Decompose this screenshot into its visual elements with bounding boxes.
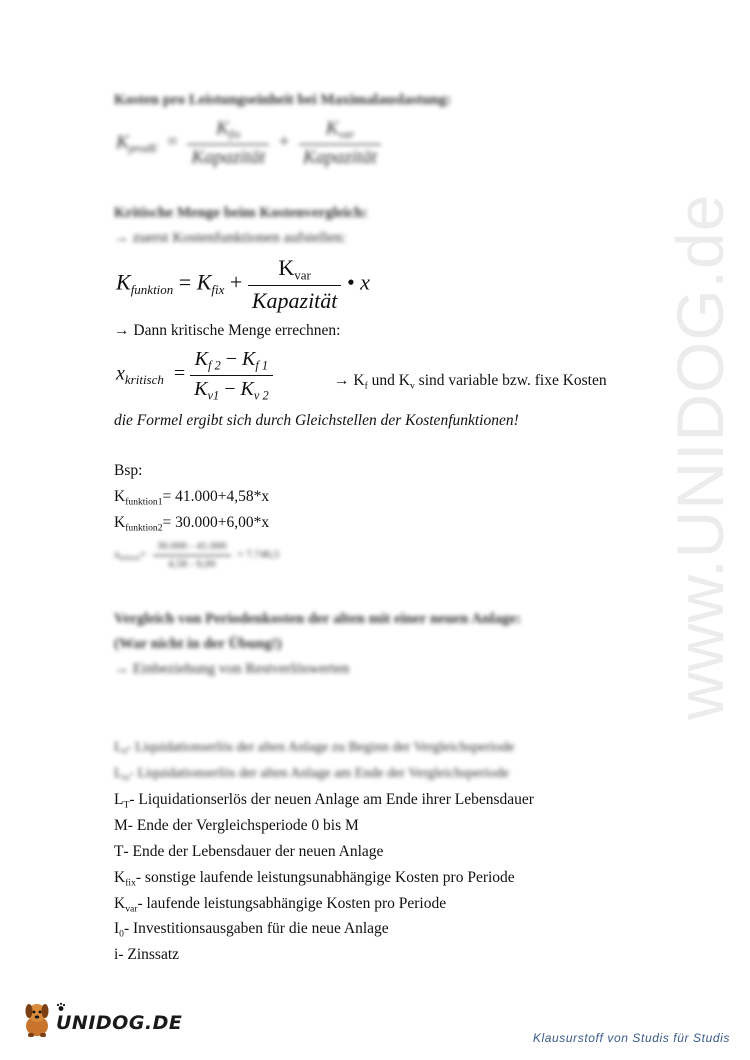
example-line-1: $K_{funktion1}= 41.000+4,58*x$ — [114, 488, 270, 508]
definition-t: T- Ende der Lebensdauer der neuen Anlage — [114, 843, 384, 860]
definition-kfix: $K_{fix}-$ sonstige laufende leistungsunabhängige Kosten pro Periode — [114, 869, 515, 889]
definition-kvar: $K_{var}-$ laufende leistungsabhängige Kosten pro Periode — [114, 895, 447, 915]
step-residual-values: → Einbeziehung von Restverlöswerten — [114, 661, 350, 677]
example-line-2: $K_{funktion2}= 30.000+6,00*x$ — [114, 514, 270, 534]
definition-blurred-2: $L_m-$ Liquidationserlös der alten Anlage am Ende der Vergleichsperiode — [114, 766, 510, 783]
dog-icon — [20, 1002, 54, 1038]
watermark: www.UNIDOG.de — [663, 193, 737, 720]
section-heading-cost-per-unit: Kosten pro Leistungseinheit bei Maximalauslastung: — [114, 92, 452, 108]
definition-i: i- Zinssatz — [114, 946, 180, 963]
section-heading-period-costs: Vergleich von Periodenkosten der alten mit einer neuen Anlage: — [114, 611, 522, 627]
footer-tagline: Klausurstoff von Studis für Studis — [532, 1031, 730, 1045]
fraction-var-capacity: $\frac{K_{var}}{\text{Kapazität}}$ — [248, 255, 342, 314]
section-subheading-not-in-exercise: (War nicht in der Übung!) — [114, 636, 282, 652]
example-label: Bsp: — [114, 462, 143, 479]
unidog-logo[interactable] — [20, 1002, 183, 1040]
formula-lhs: $K_{prodE}$ — [116, 131, 158, 155]
fraction-critical: $\frac{K_{f 2} - K_{f 1}}{K_{v1} - K_{v 2}}$ — [190, 348, 272, 402]
fraction-var: $\frac{K_{var}}{\text{Kapazität}}$ — [299, 118, 381, 169]
definition-i0: $I_0-$ Investitionsausgaben für die neue Anlage — [114, 920, 389, 940]
logo-text: UNIDOG.DE — [56, 1012, 183, 1034]
italic-note: die Formel ergibt sich durch Gleichstellen der Kostenfunktionen! — [114, 412, 519, 429]
definition-m: M- Ende der Vergleichsperiode 0 bis M — [114, 817, 359, 834]
note-variable-fixed-costs: → $K_f$ und $K_v$ sind variable bzw. fixe Kosten — [334, 372, 607, 392]
step-cost-functions: → zuerst Kostenfunktionen aufstellen: — [114, 230, 347, 246]
definition-blurred-1: $L_0-$ Liquidationserlös der alten Anlage zu Beginn der Vergleichsperiode — [114, 740, 515, 757]
definition-lt: $L_T-$ Liquidationserlös der neuen Anlage am Ende ihrer Lebensdauer — [114, 791, 534, 811]
section-heading-critical-quantity: Kritische Menge beim Kostenvergleich: — [114, 205, 368, 221]
formula-cost-function: $K_{funktion} = K_{fix}$ + $\frac{K_{var}}{\text{Kapazität}}$ • x — [116, 255, 370, 314]
formula-cost-per-unit: $K_{prodE}$ = $\frac{K_{fix}}{\text{Kapazität}}$ + $\frac{K_{var}}{\text{Kapazität}}$ — [116, 118, 381, 169]
paw-icon — [56, 1002, 66, 1012]
formula-critical-quantity: $x_{kritisch}$ = $\frac{K_{f 2} - K_{f 1}}{K_{v1} - K_{v 2}}$ — [116, 348, 273, 402]
example-calculation: $x_{kritisch}=$ $\frac{30.000 - 41.000}{4,58 - 6,00}$ = 7.746,5 — [114, 540, 280, 570]
step-critical-quantity: → Dann kritische Menge errechnen: — [114, 322, 341, 339]
fraction-fix: $\frac{K_{fix}}{\text{Kapazität}}$ — [187, 118, 269, 169]
